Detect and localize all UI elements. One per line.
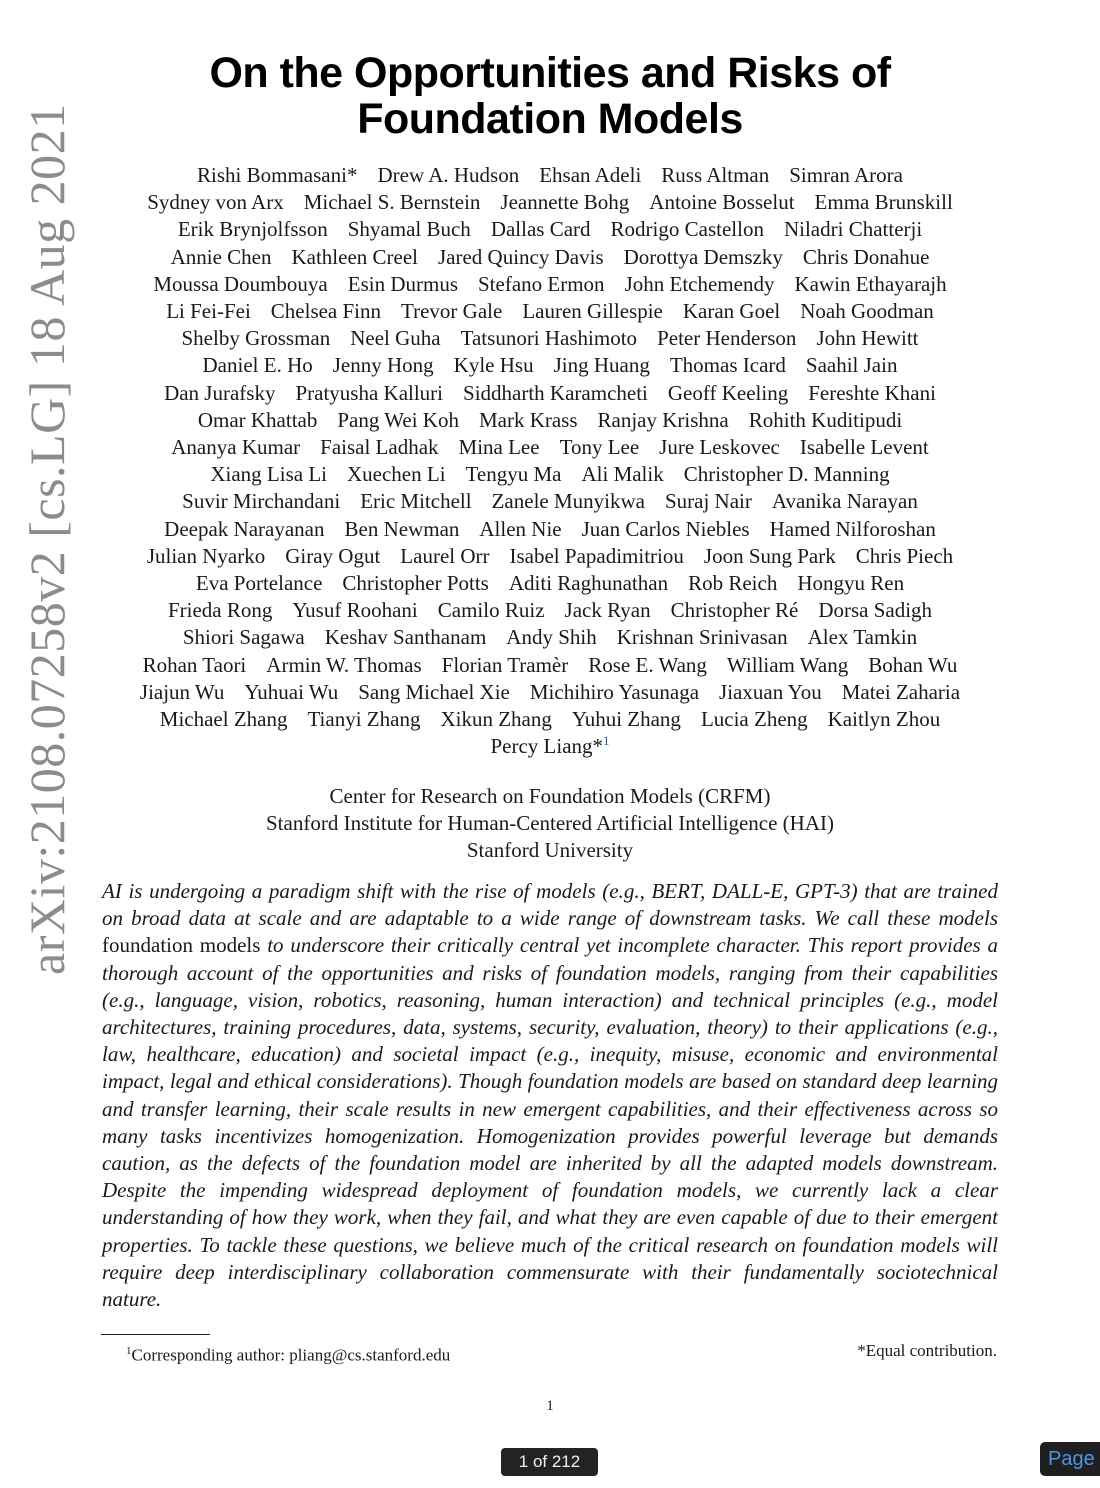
author-line xyxy=(96,706,1004,733)
author-line xyxy=(96,407,1004,434)
author-name: Rohith Kuditipudi xyxy=(748,407,903,432)
author-name: Lucia Zheng xyxy=(700,707,808,732)
author-name: William Wang xyxy=(726,652,849,677)
author-name: Kawin Ethayarajh xyxy=(794,271,947,296)
author-name: Trevor Gale xyxy=(401,299,503,324)
footnote-equal-contribution: *Equal contribution. xyxy=(857,1341,997,1360)
author-name: Omar Khattab xyxy=(197,407,318,432)
author-name: Jing Huang xyxy=(553,353,650,378)
abstract-emphasis: foundation models xyxy=(102,933,261,958)
author-name: Peter Henderson xyxy=(657,326,797,351)
affiliation-university: Stanford University xyxy=(466,838,634,862)
author-name: Ehsan Adeli xyxy=(539,163,642,187)
author-name: Geoff Keeling xyxy=(667,380,789,405)
author-name: Faisal Ladhak xyxy=(320,435,439,460)
abstract xyxy=(102,878,998,1313)
author-name: Ben Newman xyxy=(344,516,460,541)
author-name: Eric Mitchell xyxy=(360,489,472,514)
author-name: Isabelle Levent xyxy=(799,435,929,460)
author-name: Kaitlyn Zhou xyxy=(827,707,941,732)
author-name: Percy Liang* xyxy=(490,734,604,759)
author-name: Rob Reich xyxy=(688,571,778,596)
author-name: Pratyusha Kalluri xyxy=(295,380,444,405)
author-name: Florian Tramèr xyxy=(441,652,569,677)
author-name: Rohan Taori xyxy=(142,652,247,677)
author-name: Aditi Raghunathan xyxy=(508,571,669,596)
author-name: Noah Goodman xyxy=(800,299,934,324)
author-name: Jure Leskovec xyxy=(659,435,780,460)
footnote-link[interactable]: 1 xyxy=(603,733,610,749)
author-line xyxy=(96,325,1004,352)
author-name: Suvir Mirchandani xyxy=(182,489,341,514)
author-name: Jiaxuan You xyxy=(719,679,822,704)
author-name: Deepak Narayanan xyxy=(164,516,325,541)
author-name: Ranjay Krishna xyxy=(597,407,729,432)
page-number: 1 xyxy=(546,1398,554,1414)
author-name: Fereshte Khani xyxy=(808,380,936,405)
author-name: Mark Krass xyxy=(478,407,578,432)
author-name: Drew A. Hudson xyxy=(377,163,520,187)
author-name: Li Fei-Fei xyxy=(166,299,251,324)
author-line xyxy=(96,244,1004,271)
affiliation-crfm: Center for Research on Foundation Models (CRFM) xyxy=(329,784,771,808)
author-name: Stefano Ermon xyxy=(478,271,605,296)
author-line xyxy=(96,488,1004,515)
author-line xyxy=(96,461,1004,488)
author-name: Dallas Card xyxy=(490,217,591,242)
author-line xyxy=(96,352,1004,379)
author-line xyxy=(96,624,1004,651)
author-name: Eva Portelance xyxy=(195,571,323,596)
author-line xyxy=(96,434,1004,461)
author-name: Russ Altman xyxy=(661,163,770,187)
author-name: Joon Sung Park xyxy=(703,543,836,568)
author-line xyxy=(96,652,1004,679)
author-name: Rishi Bommasani* xyxy=(197,163,358,187)
author-line xyxy=(96,216,1004,243)
author-name: Sang Michael Xie xyxy=(358,679,510,704)
author-name: Matei Zaharia xyxy=(841,679,961,704)
author-name: Krishnan Srinivasan xyxy=(616,625,788,650)
author-name: Hongyu Ren xyxy=(797,571,905,596)
author-name: Sydney von Arx xyxy=(147,190,284,215)
author-name: Xiang Lisa Li xyxy=(210,462,327,487)
author-name: Karan Goel xyxy=(682,299,781,324)
arxiv-identifier-stamp: arXiv:2108.07258v2 [cs.LG] 18 Aug 2021 xyxy=(19,103,75,975)
author-line xyxy=(96,298,1004,325)
author-name: Bohan Wu xyxy=(868,652,958,677)
author-name: Michihiro Yasunaga xyxy=(529,679,700,704)
author-name: Allen Nie xyxy=(479,516,562,541)
affiliation-hai: Stanford Institute for Human-Centered Artificial Intelligence (HAI) xyxy=(266,811,834,835)
author-name: Saahil Jain xyxy=(805,353,898,378)
author-name: Yuhui Zhang xyxy=(571,707,681,732)
author-name: Yuhuai Wu xyxy=(244,679,339,704)
author-name: Christopher D. Manning xyxy=(683,462,890,487)
author-name: Laurel Orr xyxy=(400,543,490,568)
author-name: Niladri Chatterji xyxy=(783,217,923,242)
title-line-1: On the Opportunities and Risks of xyxy=(209,49,891,97)
author-name: Frieda Rong xyxy=(167,598,273,623)
author-name: Jenny Hong xyxy=(332,353,434,378)
author-name: Camilo Ruiz xyxy=(437,598,545,623)
author-name: Yusuf Roohani xyxy=(292,598,418,623)
author-name: Christopher Potts xyxy=(342,571,489,596)
author-name: Jared Quincy Davis xyxy=(438,244,604,269)
author-name: Siddharth Karamcheti xyxy=(463,380,648,405)
abstract-text-part1: AI is undergoing a paradigm shift with the rise of models (e.g., BERT, DALL-E, GPT-3) that are trained on broad data at scale and are adaptable to a wide range of downstream tasks. We call these models xyxy=(102,879,998,931)
page-navigation-button[interactable]: Page xyxy=(1040,1442,1100,1476)
author-name: Daniel E. Ho xyxy=(202,353,313,378)
author-line xyxy=(96,570,1004,597)
author-line xyxy=(96,271,1004,298)
author-name: Antoine Bosselut xyxy=(649,190,795,215)
author-name: Xuechen Li xyxy=(347,462,446,487)
author-name: Chris Piech xyxy=(855,543,954,568)
footnote-number: 1 xyxy=(126,1345,132,1357)
author-name: Avanika Narayan xyxy=(771,489,918,514)
author-name: Thomas Icard xyxy=(669,353,786,378)
title-line-2: Foundation Models xyxy=(357,95,743,143)
author-line xyxy=(96,380,1004,407)
author-name: Jiajun Wu xyxy=(139,679,225,704)
author-name: Tengyu Ma xyxy=(465,462,562,487)
paper-title xyxy=(100,50,1000,142)
author-name: Armin W. Thomas xyxy=(266,652,422,677)
author-name: Tatsunori Hashimoto xyxy=(460,326,638,351)
author-name: Kyle Hsu xyxy=(453,353,534,378)
author-name: Juan Carlos Niebles xyxy=(581,516,750,541)
author-name: Andy Shih xyxy=(506,625,597,650)
author-name: Neel Guha xyxy=(350,326,441,351)
author-name: Alex Tamkin xyxy=(807,625,918,650)
author-name: Zanele Munyikwa xyxy=(491,489,645,514)
author-name: Suraj Nair xyxy=(664,489,752,514)
author-name: Hamed Nilforoshan xyxy=(769,516,936,541)
author-name: Christopher Ré xyxy=(670,598,799,623)
author-name: Esin Durmus xyxy=(347,271,458,296)
page-indicator: 1 of 212 xyxy=(501,1448,598,1476)
author-name: Mina Lee xyxy=(458,435,540,460)
author-name: Xikun Zhang xyxy=(440,707,552,732)
author-name: Giray Ogut xyxy=(285,543,381,568)
author-name: Dorsa Sadigh xyxy=(818,598,933,623)
author-name: Dorottya Demszky xyxy=(623,244,783,269)
author-name: Keshav Santhanam xyxy=(324,625,487,650)
author-line xyxy=(96,162,1004,189)
author-name: Dan Jurafsky xyxy=(164,380,276,405)
author-name: Kathleen Creel xyxy=(291,244,418,269)
author-line xyxy=(96,543,1004,570)
footnote-divider xyxy=(101,1334,210,1335)
author-line xyxy=(96,516,1004,543)
author-name: Jeannette Bohg xyxy=(500,190,630,215)
author-name: Ali Malik xyxy=(581,462,664,487)
author-line xyxy=(96,597,1004,624)
author-name: Annie Chen xyxy=(170,244,272,269)
abstract-text-part2: to underscore their critically central yet incomplete character. This report provides a thorough account of the opportunities and risks of foundation models, ranging from their capabilities (e.g., language, vision, robotics, reasoning, human interaction) and technical principles (e.g., model architectures, training procedures, data, systems, security, evaluation, theory) to their applications (e.g., law, healthcare, education) and societal impact (e.g., inequity, misuse, economic and environmental impact, legal and ethical considerations). Though foundation models are based on standard deep learning and transfer learning, their scale results in new emergent capabilities, and their effectiveness across so many tasks incentivizes homogenization. Homogenization provides powerful leverage but demands caution, as the defects of the foundation model are inherited by all the adapted models downstream. Despite the impending widespread deployment of foundation models, we currently lack a clear understanding of how they work, when they fail, and what they are even capable of due to their emergent properties. To tackle these questions, we believe much of the critical research on foundation models will require deep interdisciplinary collaboration commensurate with their fundamentally sociotechnical nature. xyxy=(102,933,998,1312)
author-name: Jack Ryan xyxy=(564,598,651,623)
author-name: Julian Nyarko xyxy=(146,543,266,568)
author-name: John Hewitt xyxy=(816,326,919,351)
author-name: Rose E. Wang xyxy=(588,652,707,677)
author-name: Tianyi Zhang xyxy=(307,707,421,732)
footnote-text: Corresponding author: pliang@cs.stanford.edu xyxy=(131,1345,451,1365)
author-name: John Etchemendy xyxy=(624,271,775,296)
author-name: Tony Lee xyxy=(559,435,640,460)
author-name: Isabel Papadimitriou xyxy=(509,543,684,568)
author-name: Pang Wei Koh xyxy=(337,407,459,432)
author-name: Michael Zhang xyxy=(159,707,288,732)
author-name: Chris Donahue xyxy=(802,244,930,269)
author-name: Emma Brunskill xyxy=(814,190,953,215)
author-name: Lauren Gillespie xyxy=(522,299,663,324)
author-name: Ananya Kumar xyxy=(171,435,301,460)
author-name: Moussa Doumbouya xyxy=(153,271,328,296)
author-name: Shiori Sagawa xyxy=(182,625,305,650)
author-list xyxy=(96,162,1004,760)
author-line xyxy=(96,189,1004,216)
author-name: Michael S. Bernstein xyxy=(303,190,481,215)
author-name: Chelsea Finn xyxy=(270,299,382,324)
affiliations xyxy=(100,783,1000,864)
author-line xyxy=(96,679,1004,706)
author-name: Simran Arora xyxy=(789,163,903,187)
author-name: Erik Brynjolfsson xyxy=(177,217,328,242)
footnote-corresponding-author xyxy=(126,1340,450,1367)
author-name: Shyamal Buch xyxy=(347,217,471,242)
author-name: Shelby Grossman xyxy=(181,326,331,351)
author-line-last xyxy=(96,733,1004,760)
author-name: Rodrigo Castellon xyxy=(610,217,764,242)
